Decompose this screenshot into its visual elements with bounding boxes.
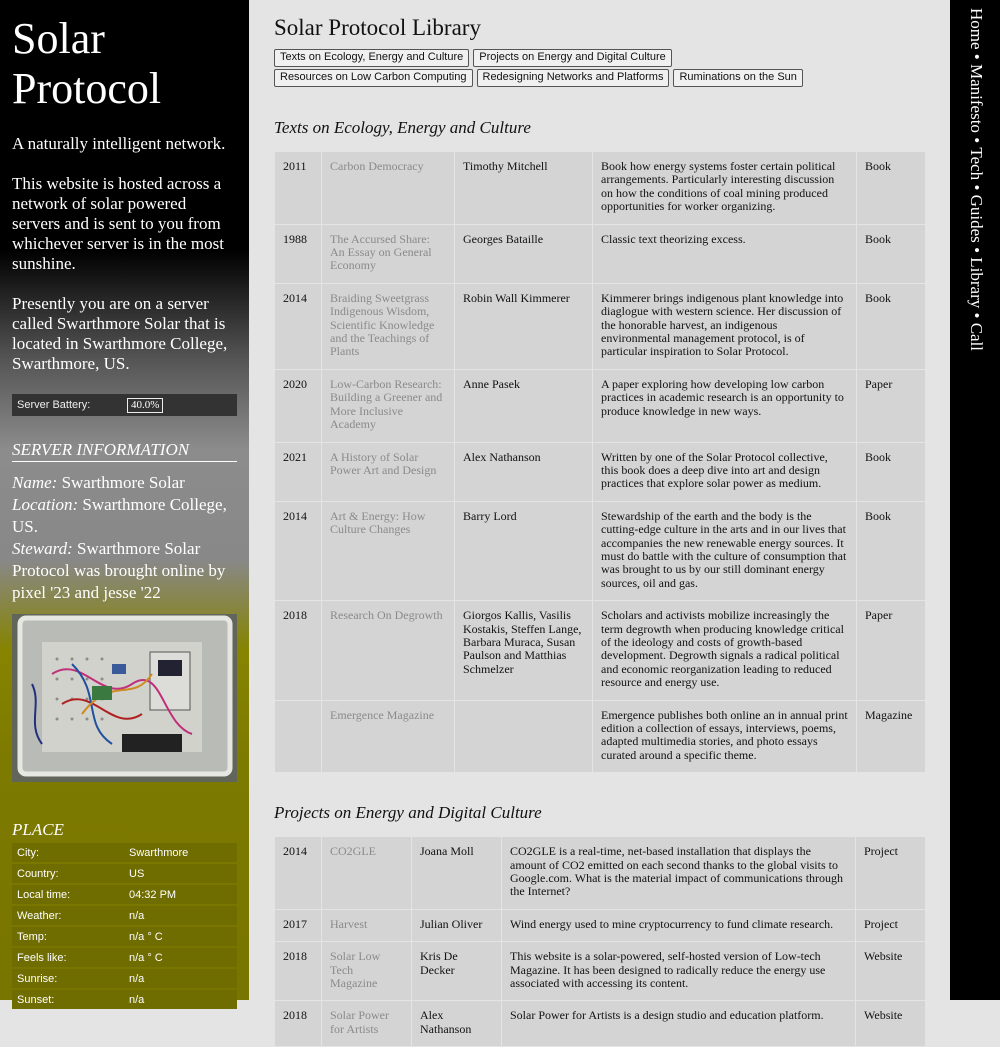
cell-title-link[interactable]: Solar Low Tech Magazine: [322, 942, 412, 1001]
cell-description: A paper exploring how developing low carbon practices in academic research is an opportunity to produce knowledge in new ways.: [593, 369, 857, 442]
table-row: [275, 442, 926, 501]
table-row: [275, 942, 926, 1001]
place-value: US: [129, 867, 145, 880]
cell-year: 2014: [275, 501, 322, 600]
server-info-heading: SERVER INFORMATION: [12, 440, 237, 462]
cell-year: 2020: [275, 369, 322, 442]
place-row: [12, 843, 237, 862]
cell-title-link[interactable]: A History of Solar Power Art and Design: [322, 442, 455, 501]
cell-type: Project: [856, 837, 926, 910]
cell-description: Stewardship of the earth and the body is the cutting-edge culture in the arts and in our lives that accompanies the new renewable energy sources. It must do battle with the culture of consumption that was brought to us by our still dominant energy sources, oil and gas.: [593, 501, 857, 600]
cell-description: CO2GLE is a real-time, net-based installation that displays the amount of CO2 emitted on each second thanks to the global visits to Google.com. What is the material impact of communications through the Internet?: [502, 837, 856, 910]
vertical-nav-bar: [950, 0, 1000, 1000]
cell-author: Barry Lord: [455, 501, 593, 600]
section-nav-button[interactable]: Resources on Low Carbon Computing: [274, 69, 473, 87]
place-value: 04:32 PM: [129, 888, 177, 901]
cell-author: Georges Bataille: [455, 224, 593, 283]
cell-author: Anne Pasek: [455, 369, 593, 442]
library-main: [249, 0, 950, 1036]
server-info: [12, 472, 237, 604]
place-key: Temp:: [17, 930, 47, 943]
server-hardware-photo: [12, 614, 237, 782]
table-row: [275, 283, 926, 369]
place-value: n/a ° C: [129, 930, 163, 943]
cell-title-link[interactable]: Low-Carbon Research: Building a Greener and More Inclusive Academy: [322, 369, 455, 442]
place-key: City:: [17, 846, 39, 859]
cell-title-link[interactable]: Emergence Magazine: [322, 700, 455, 773]
nav-link-manifesto[interactable]: Manifesto: [967, 64, 986, 133]
cell-title-link[interactable]: Solar Power for Artists: [322, 1001, 412, 1047]
table-row: [275, 224, 926, 283]
tagline: A naturally intelligent network.: [12, 134, 226, 153]
nav-separator: •: [967, 180, 986, 195]
place-row: [12, 864, 237, 883]
place-row: [12, 906, 237, 925]
table-row: [275, 1001, 926, 1047]
nav-separator: •: [967, 49, 986, 64]
cell-type: Book: [857, 501, 926, 600]
cell-title-link[interactable]: Research On Degrowth: [322, 601, 455, 700]
cell-year: 2018: [275, 601, 322, 700]
place-key: Sunrise:: [17, 972, 58, 985]
cell-title-link[interactable]: Harvest: [322, 909, 412, 941]
cell-description: Classic text theorizing excess.: [593, 224, 857, 283]
server-battery-row: [12, 394, 237, 416]
site-description: This website is hosted across a network of solar powered servers and is sent to you from whichever server is in the most sunshine.: [12, 174, 224, 273]
cell-year: 2011: [275, 152, 322, 225]
present-server-text: Presently you are on a server called Swarthmore Solar that is located in Swarthmore College, Swarthmore, US.: [12, 294, 228, 373]
table-row: [275, 601, 926, 700]
cell-author: Alex Nathanson: [455, 442, 593, 501]
site-title[interactable]: Solar Protocol: [12, 14, 162, 113]
vertical-nav: [966, 8, 986, 351]
cell-type: Paper: [857, 369, 926, 442]
cell-description: Written by one of the Solar Protocol collective, this book does a deep dive into art and design practices that explore solar power as medium.: [593, 442, 857, 501]
cell-description: Book how energy systems foster certain political arrangements. Particularly interesting discussion on how the conditions of coal mining produced opportunities for worker organizing.: [593, 152, 857, 225]
cell-author: Julian Oliver: [412, 909, 502, 941]
nav-link-home[interactable]: Home: [967, 8, 986, 50]
cell-author: Robin Wall Kimmerer: [455, 283, 593, 369]
cell-author: Giorgos Kallis, Vasilis Kostakis, Steffen Lange, Barbara Muraca, Susan Paulson and Matthias Schmelzer: [455, 601, 593, 700]
cell-type: Website: [856, 942, 926, 1001]
cell-description: Kimmerer brings indigenous plant knowledge into diaglogue with western science. Her discussion of the honorable harvest, an indigenous environmental management protocol, is of particular inspiration to Solar Protocol.: [593, 283, 857, 369]
cell-title-link[interactable]: Braiding Sweetgrass Indigenous Wisdom, Scientific Knowledge and the Teachings of Plants: [322, 283, 455, 369]
place-value: n/a: [129, 909, 145, 922]
place-row: [12, 927, 237, 946]
cell-year: 2018: [275, 1001, 322, 1047]
cell-year: 2018: [275, 942, 322, 1001]
table-row: [275, 700, 926, 773]
cell-year: 2014: [275, 837, 322, 910]
cell-year: 2017: [275, 909, 322, 941]
section-nav: [274, 49, 874, 89]
place-key: Sunset:: [17, 993, 55, 1006]
cell-type: Book: [857, 442, 926, 501]
cell-type: Book: [857, 224, 926, 283]
cell-author: [455, 700, 593, 773]
cell-title-link[interactable]: Art & Energy: How Culture Changes: [322, 501, 455, 600]
place-heading: PLACE: [12, 820, 64, 839]
section-nav-button[interactable]: Ruminations on the Sun: [673, 69, 802, 87]
cell-type: Magazine: [857, 700, 926, 773]
cell-description: Scholars and activists mobilize increasingly the term degrowth when producing knowledge critical of the ideology and costs of growth-based development. Degrowth signals a radical political and economic reorganization leading to reduced resource and energy use.: [593, 601, 857, 700]
nav-link-tech[interactable]: Tech: [967, 147, 986, 181]
cell-type: Paper: [857, 601, 926, 700]
server-battery-label: Server Battery:: [17, 399, 91, 411]
place-key: Local time:: [17, 888, 71, 901]
place-key: Feels like:: [17, 951, 67, 964]
place-value: Swarthmore: [129, 846, 189, 859]
cell-author: Joana Moll: [412, 837, 502, 910]
table-row: [275, 369, 926, 442]
place-row: [12, 969, 237, 988]
cell-year: 2014: [275, 283, 322, 369]
section-nav-button[interactable]: Redesigning Networks and Platforms: [477, 69, 670, 87]
nav-separator: •: [967, 242, 986, 258]
cell-description: Solar Power for Artists is a design studio and education platform.: [502, 1001, 856, 1047]
section-heading-projects: Projects on Energy and Digital Culture: [274, 803, 542, 823]
place-key: Country:: [17, 867, 59, 880]
nav-link-guides[interactable]: Guides: [967, 194, 986, 243]
cell-description: Emergence publishes both online an in annual print edition a collection of essays, interviews, poems, adapted multimedia stories, and photo essays curated around a specific theme.: [593, 700, 857, 773]
place-value: n/a: [129, 972, 145, 985]
server-steward: Steward: Swarthmore Solar Protocol was brought online by pixel '23 and jesse '22: [12, 539, 226, 602]
server-battery-value: 40.0%: [127, 398, 163, 413]
cell-type: Book: [857, 152, 926, 225]
table-row: [275, 501, 926, 600]
place-list: [12, 843, 237, 1009]
place-row: [12, 885, 237, 904]
table-row: [275, 152, 926, 225]
table-row: [275, 909, 926, 941]
place-value: n/a ° C: [129, 951, 163, 964]
cell-year: 2021: [275, 442, 322, 501]
nav-separator: •: [967, 132, 986, 148]
server-name: Name: Swarthmore Solar: [12, 473, 185, 492]
place-value: n/a: [129, 993, 145, 1006]
server-location: Location: Swarthmore College, US.: [12, 495, 227, 536]
cell-description: Wind energy used to mine cryptocurrency to fund climate research.: [502, 909, 856, 941]
cell-title-link[interactable]: CO2GLE: [322, 837, 412, 910]
cell-year: 1988: [275, 224, 322, 283]
cell-description: This website is a solar-powered, self-hosted version of Low-tech Magazine. It has been designed to radically reduce the energy use associated with accessing its content.: [502, 942, 856, 1001]
cell-title-link[interactable]: The Accursed Share: An Essay on General Economy: [322, 224, 455, 283]
cell-author: Alex Nathanson: [412, 1001, 502, 1047]
sidebar: [0, 0, 249, 1006]
nav-link-library[interactable]: Library: [967, 257, 986, 309]
table-row: [275, 837, 926, 910]
place-key: Weather:: [17, 909, 62, 922]
cell-author: Timothy Mitchell: [455, 152, 593, 225]
projects-table: [274, 836, 926, 1047]
cell-title-link[interactable]: Carbon Democracy: [322, 152, 455, 225]
nav-link-call[interactable]: Call: [967, 322, 986, 352]
cell-year: [275, 700, 322, 773]
cell-author: Kris De Decker: [412, 942, 502, 1001]
place-row: [12, 990, 237, 1009]
cell-type: Book: [857, 283, 926, 369]
cell-type: Website: [856, 1001, 926, 1047]
section-nav-button[interactable]: Texts on Ecology, Energy and Culture: [274, 49, 469, 67]
texts-table: [274, 151, 926, 773]
nav-separator: •: [967, 308, 986, 323]
section-nav-button[interactable]: Projects on Energy and Digital Culture: [473, 49, 671, 67]
section-heading-texts: Texts on Ecology, Energy and Culture: [274, 118, 531, 137]
place-row: [12, 948, 237, 967]
cell-type: Project: [856, 909, 926, 941]
page-title: Solar Protocol Library: [274, 15, 481, 40]
